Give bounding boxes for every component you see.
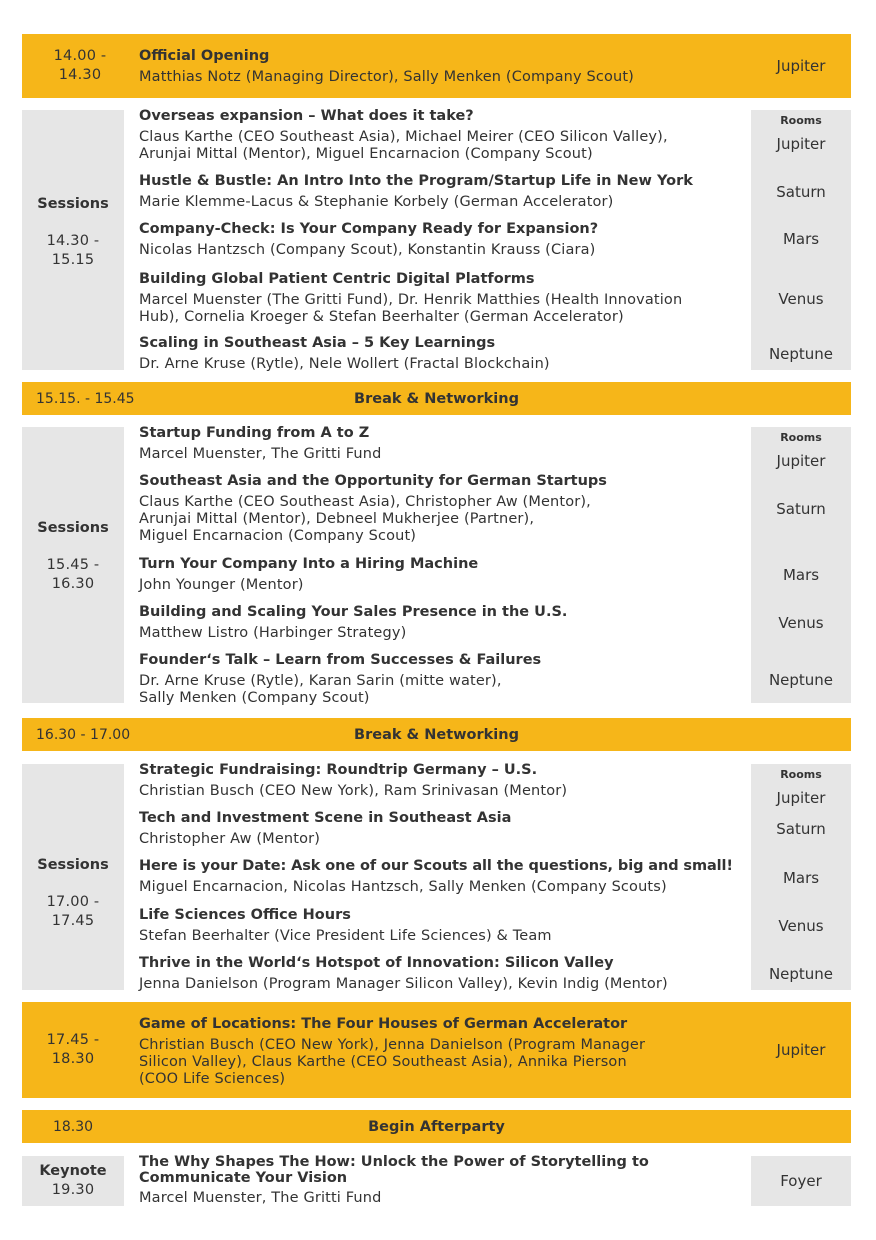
session-speakers: Dr. Arne Kruse (Rytle), Karan Sarin (mitte water), Sally Menken (Company Scout) — [139, 673, 502, 706]
session-title: Tech and Investment Scene in Southeast Asia — [139, 810, 512, 826]
keynote-room: Foyer — [780, 1172, 822, 1190]
session1-item-5 — [139, 335, 749, 373]
session1-room-3: Mars — [782, 230, 820, 248]
session2-label: Sessions — [37, 520, 109, 536]
session2-rooms-cell — [751, 427, 851, 703]
break2-time: 16.30 - 17.00 — [36, 726, 131, 743]
keynote-room-cell — [751, 1156, 851, 1206]
session2-rooms-header: Rooms — [780, 431, 822, 444]
session-title: Southeast Asia and the Opportunity for German Startups — [139, 473, 607, 489]
session3-item-1 — [139, 762, 749, 800]
session3-room-3: Mars — [782, 869, 820, 887]
afterparty-row — [22, 1110, 851, 1143]
keynote-label: Keynote — [39, 1162, 107, 1179]
session2-item-5 — [139, 652, 749, 707]
session3-room-5: Neptune — [768, 965, 834, 983]
session1-item-4 — [139, 271, 749, 326]
session-title: Turn Your Company Into a Hiring Machine — [139, 556, 479, 572]
session1-label: Sessions — [37, 196, 109, 212]
session3-rooms-header: Rooms — [780, 768, 822, 781]
session-title: Startup Funding from A to Z — [139, 425, 370, 441]
session3-label: Sessions — [37, 857, 109, 873]
keynote-time: 19.30 — [51, 1181, 95, 1198]
session1-item-3 — [139, 221, 749, 259]
session-speakers: Marcel Muenster (The Gritti Fund), Dr. Henrik Matthies (Health Innovation Hub), Cornelia Kroeger & Stefan Beerhalter (German Accelerator) — [139, 292, 683, 325]
break2-label: Break & Networking — [354, 726, 519, 743]
session-title: Here is your Date: Ask one of our Scouts all the questions, big and small! — [139, 858, 733, 874]
afterparty-time: 18.30 — [52, 1118, 94, 1135]
locations-speakers: Christian Busch (CEO New York), Jenna Danielson (Program Manager Silicon Valley), Claus Karthe (CEO Southeast Asia), Annika Pierson (COO Life Sciences) — [139, 1037, 646, 1087]
session3-item-3 — [139, 858, 749, 896]
opening-speakers: Matthias Notz (Managing Director), Sally Menken (Company Scout) — [139, 69, 634, 85]
locations-time: 17.45 - 18.30 — [46, 1032, 100, 1067]
session2-room-1: Jupiter — [776, 452, 826, 470]
break1-time: 15.15. - 15.45 — [36, 390, 135, 407]
session-speakers: Miguel Encarnacion, Nicolas Hantzsch, Sally Menken (Company Scouts) — [139, 879, 667, 895]
session-speakers: Claus Karthe (CEO Southeast Asia), Christopher Aw (Mentor), Arunjai Mittal (Mentor), Debneel Mukherjee (Partner), Miguel Encarnacion (Company Scout) — [139, 494, 591, 544]
session3-item-5 — [139, 955, 749, 993]
keynote-label-cell — [22, 1156, 124, 1206]
session2-item-3 — [139, 556, 749, 594]
session3-room-4: Venus — [778, 917, 824, 935]
afterparty-label: Begin Afterparty — [368, 1118, 505, 1135]
session-title: Company-Check: Is Your Company Ready for Expansion? — [139, 221, 599, 237]
session2-item-2 — [139, 473, 749, 545]
session1-room-1: Jupiter — [776, 135, 826, 153]
session1-label-cell — [22, 110, 124, 370]
session1-item-1 — [139, 108, 749, 163]
session3-room-1: Jupiter — [776, 789, 826, 807]
session1-item-2 — [139, 173, 749, 211]
session-speakers: Marie Klemme-Lacus & Stephanie Korbely (German Accelerator) — [139, 194, 614, 210]
session2-room-5: Neptune — [768, 671, 834, 689]
session1-room-2: Saturn — [776, 183, 826, 201]
break2-row — [22, 718, 851, 751]
opening-room: Jupiter — [776, 57, 826, 75]
session2-item-1 — [139, 425, 749, 463]
session3-time: 17.00 - 17.45 — [46, 894, 100, 929]
session-title: Building Global Patient Centric Digital Platforms — [139, 271, 535, 287]
session2-room-3: Mars — [782, 566, 820, 584]
session3-room-2: Saturn — [776, 820, 826, 838]
session3-label-cell — [22, 764, 124, 990]
break1-row — [22, 382, 851, 415]
session1-room-5: Neptune — [768, 345, 834, 363]
session-speakers: Claus Karthe (CEO Southeast Asia), Michael Meirer (CEO Silicon Valley), Arunjai Mittal (Mentor), Miguel Encarnacion (Company Scout) — [139, 129, 668, 162]
session2-item-4 — [139, 604, 749, 642]
session-speakers: Marcel Muenster, The Gritti Fund — [139, 446, 382, 462]
opening-time: 14.00 - 14.30 — [53, 48, 107, 83]
session-title: Life Sciences Office Hours — [139, 907, 351, 923]
locations-row — [22, 1002, 851, 1098]
session2-room-4: Venus — [778, 614, 824, 632]
session3-item-2 — [139, 810, 749, 848]
session-speakers: Nicolas Hantzsch (Company Scout), Konstantin Krauss (Ciara) — [139, 242, 596, 258]
session1-time: 14.30 - 15.15 — [46, 233, 100, 268]
opening-title: Official Opening — [139, 48, 270, 64]
session2-label-cell — [22, 427, 124, 703]
session1-rooms-cell — [751, 110, 851, 370]
keynote-speakers: Marcel Muenster, The Gritti Fund — [139, 1190, 382, 1206]
locations-room: Jupiter — [776, 1041, 826, 1059]
session1-rooms-header: Rooms — [780, 114, 822, 127]
session2-time: 15.45 - 16.30 — [46, 557, 100, 592]
session-title: Overseas expansion – What does it take? — [139, 108, 474, 124]
session-title: Hustle & Bustle: An Intro Into the Program/Startup Life in New York — [139, 173, 693, 189]
keynote-title: The Why Shapes The How: Unlock the Power of Storytelling to Communicate Your Vision — [139, 1154, 649, 1186]
session3-item-4 — [139, 907, 749, 945]
session-speakers: Christian Busch (CEO New York), Ram Srinivasan (Mentor) — [139, 783, 568, 799]
session-title: Founder‘s Talk – Learn from Successes & Failures — [139, 652, 542, 668]
session2-room-2: Saturn — [776, 500, 826, 518]
session-speakers: Matthew Listro (Harbinger Strategy) — [139, 625, 407, 641]
session1-room-4: Venus — [778, 290, 824, 308]
locations-title: Game of Locations: The Four Houses of German Accelerator — [139, 1016, 628, 1032]
session-speakers: Dr. Arne Kruse (Rytle), Nele Wollert (Fractal Blockchain) — [139, 356, 550, 372]
session-title: Building and Scaling Your Sales Presence in the U.S. — [139, 604, 568, 620]
opening-row — [22, 34, 851, 98]
session-speakers: Stefan Beerhalter (Vice President Life Sciences) & Team — [139, 928, 552, 944]
keynote-item — [139, 1154, 749, 1207]
session-title: Strategic Fundraising: Roundtrip Germany – U.S. — [139, 762, 538, 778]
session3-rooms-cell — [751, 764, 851, 990]
break1-label: Break & Networking — [354, 390, 519, 407]
session-speakers: John Younger (Mentor) — [139, 577, 304, 593]
session-title: Thrive in the World‘s Hotspot of Innovation: Silicon Valley — [139, 955, 614, 971]
session-title: Scaling in Southeast Asia – 5 Key Learnings — [139, 335, 496, 351]
session-speakers: Christopher Aw (Mentor) — [139, 831, 321, 847]
session-speakers: Jenna Danielson (Program Manager Silicon Valley), Kevin Indig (Mentor) — [139, 976, 668, 992]
